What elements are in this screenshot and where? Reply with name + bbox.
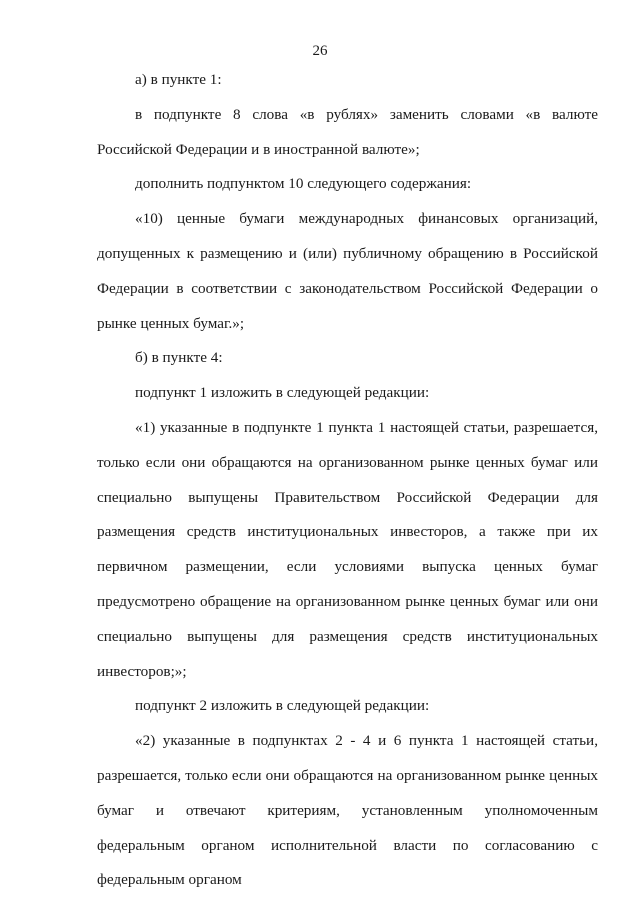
- page-number: 26: [312, 43, 328, 59]
- document-body: [97, 63, 598, 898]
- paragraph-subclause-10-text: «10) ценные бумаги международных финансовых организаций, допущенных к размещению и (или) публичному обращению в Российской Федерации в соответствии с законодательством Российской Федерации о рынке ценных бумаг.»;: [97, 210, 598, 332]
- paragraph-subclause-1-text: «1) указанные в подпункте 1 пункта 1 настоящей статьи, разрешается, только если они обращаются на организованном рынке ценных бумаг или специально выпущены Правительством Российской Федерации для размещения средств институциональных инвесторов, а также при их первичном размещении, если условиями выпуска ценных бумаг предусмотрено обращение на организованном рынке ценных бумаг или они специально выпущены для размещения средств институциональных инвесторов;»;: [97, 418, 598, 680]
- paragraph-subclause-1-heading: подпункт 1 изложить в следующей редакции:: [135, 384, 430, 402]
- paragraph-subclause-8-amendment: в подпункте 8 слова «в рублях» заменить словами «в валюте Российской Федерации и в иностранной валюте»;: [97, 105, 598, 158]
- paragraph-clause-a: а) в пункте 1:: [135, 71, 222, 88]
- paragraph-subclause-2-text: «2) указанные в подпунктах 2 - 4 и 6 пункта 1 настоящей статьи, разрешается, только если они обращаются на организованном рынке ценных бумаг и отвечают критериям, установленным уполномоченным федеральным органом исполнительной власти по согласованию с федеральным органом: [97, 732, 598, 889]
- paragraph-add-subclause-10: дополнить подпунктом 10 следующего содержания:: [135, 175, 472, 193]
- paragraph-subclause-2-heading: подпункт 2 изложить в следующей редакции:: [135, 697, 430, 715]
- paragraph-clause-b: б) в пункте 4:: [135, 349, 223, 367]
